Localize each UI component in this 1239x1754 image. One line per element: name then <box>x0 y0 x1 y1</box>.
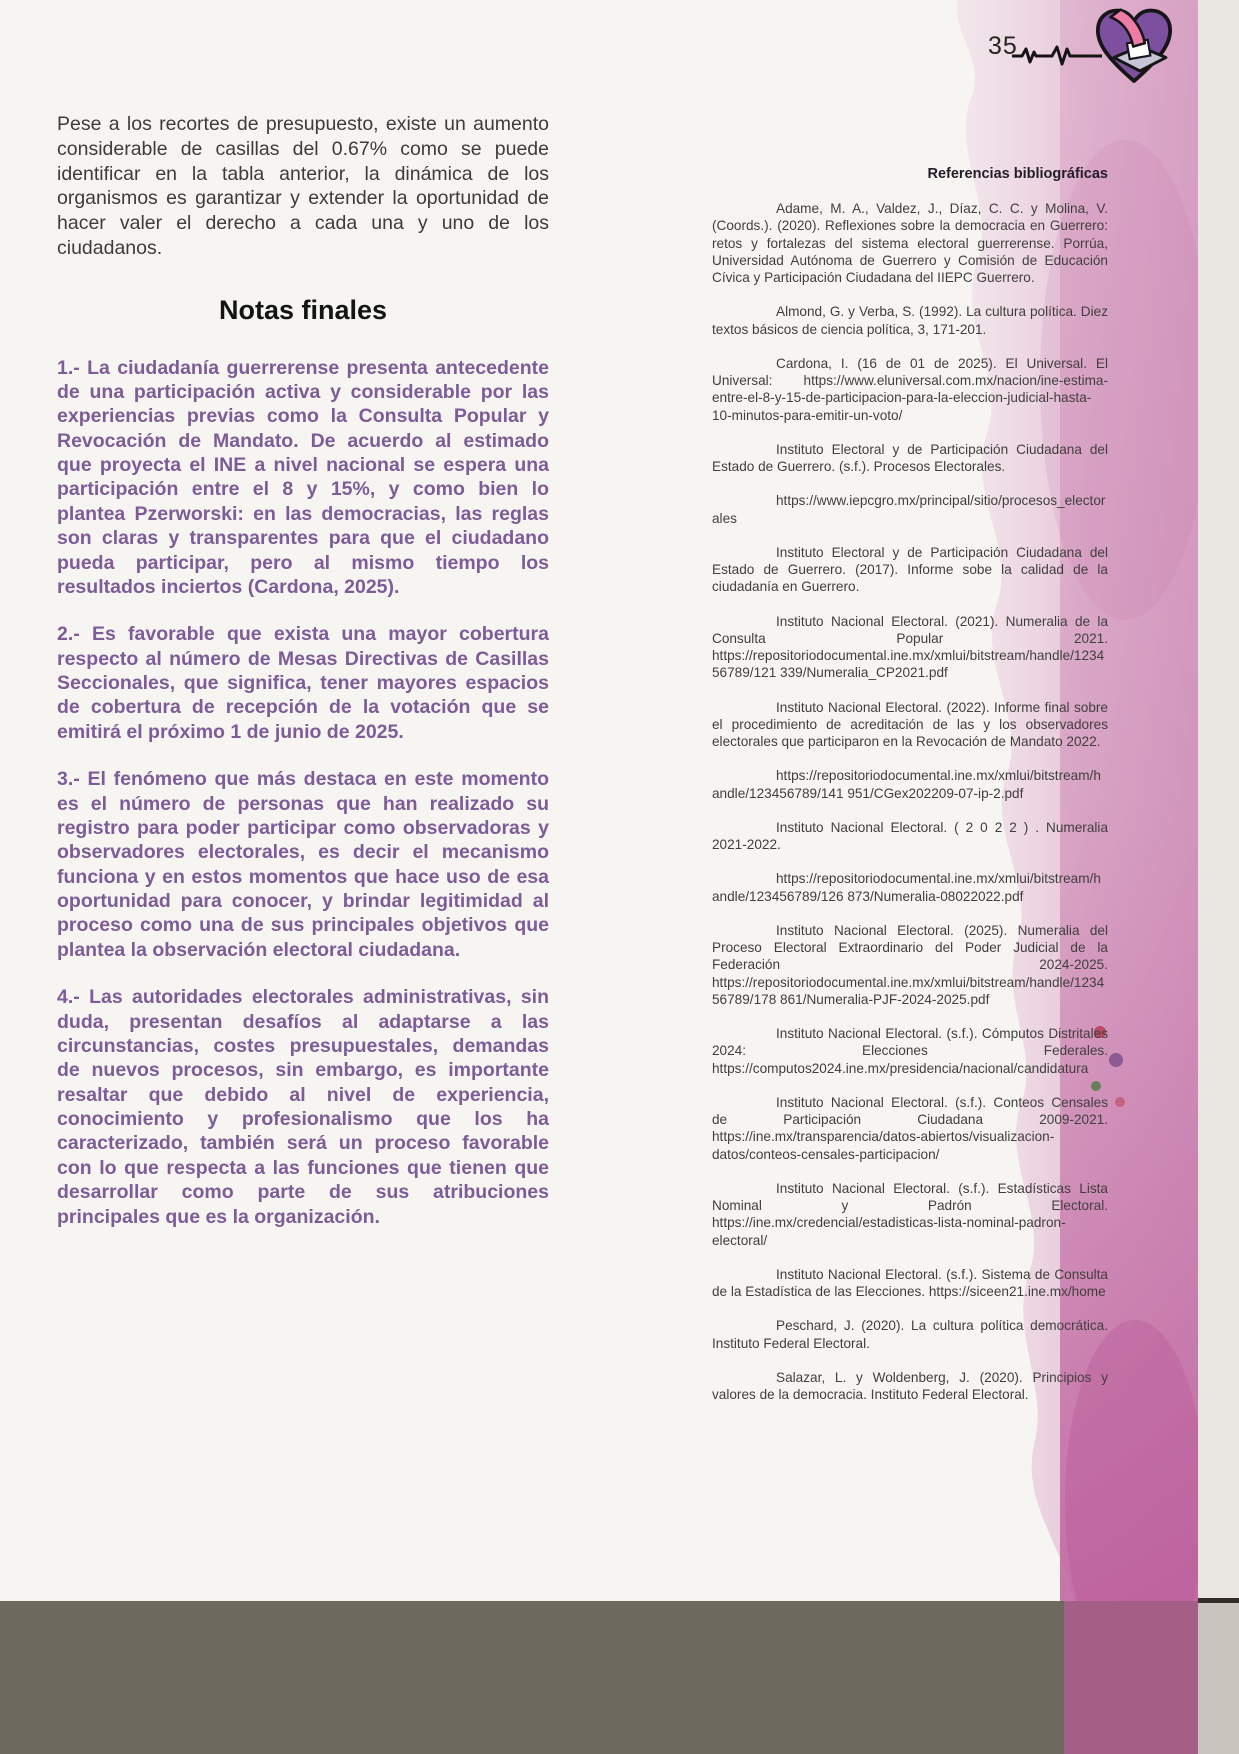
references-column <box>712 166 1108 1420</box>
heart-ballot-icon <box>1092 6 1176 88</box>
page-number: 35 <box>988 32 1018 60</box>
reference-item: Peschard, J. (2020). La cultura política democrática. Instituto Federal Electoral. <box>712 1318 1108 1351</box>
ekg-line-icon <box>1012 40 1102 66</box>
reference-item: Instituto Nacional Electoral. (s.f.). Sistema de Consulta de la Estadística de las Elecciones. https://siceen21.ine.mx/home <box>712 1266 1108 1299</box>
reference-item: Instituto Electoral y de Participación Ciudadana del Estado de Guerrero. (2017). Informe sobe la calidad de la ciudadanía en Guerrero. <box>712 544 1108 595</box>
reference-item: Almond, G. y Verba, S. (1992). La cultura política. Diez textos básicos de ciencia política, 3, 171-201. <box>712 304 1108 337</box>
reference-item: Salazar, L. y Woldenberg, J. (2020). Principios y valores de la democracia. Instituto Federal Electoral. <box>712 1369 1108 1402</box>
reference-item: Instituto Nacional Electoral. (2022). Informe final sobre el procedimiento de acreditación de las y los observadores electorales que participaron en la Revocación de Mandato 2022. <box>712 699 1108 749</box>
reference-item: Instituto Nacional Electoral. (2021). Numeralia de la Consulta Popular 2021. https://repositoriodocumental.ine.mx/xmlui/bitstream/handle/123456789/121 339/Numeralia_CP2021.pdf <box>712 613 1108 681</box>
reference-item: Instituto Nacional Electoral. (s.f.). Cómputos Distritales 2024: Elecciones Federales. https://computos2024.ine.mx/presidencia/nacional/candidatura <box>712 1026 1108 1076</box>
reference-item: Cardona, I. (16 de 01 de 2025). El Universal. El Universal: https://www.eluniversal.com.mx/nacion/ine-estima-entre-el-8-y-15-de-participacion-para-la-eleccion-judicial-hasta-10-minutos-para-emitir-un-voto/ <box>712 355 1108 423</box>
reference-item: Instituto Nacional Electoral. (s.f.). Estadísticas Lista Nominal y Padrón Electoral. https://ine.mx/credencial/estadisticas-lista-nominal-padron- electoral/ <box>712 1180 1108 1248</box>
bottom-band <box>0 1601 1198 1754</box>
reference-item: Instituto Nacional Electoral. ( 2 0 2 2 ) . Numeralia 2021-2022. <box>712 819 1108 852</box>
pink-bottom-overlay <box>1064 1601 1198 1754</box>
intro-paragraph: Pese a los recortes de presupuesto, existe un aumento considerable de casillas del 0.67% como se puede identificar en la tabla anterior, la dinámica de los organismos es garantizar y extender la oportunidad de hacer valer el derecho a cada una y uno de los ciudadanos. <box>57 113 549 259</box>
reference-item: Instituto Nacional Electoral. (s.f.). Conteos Censales de Participación Ciudadana 2009-2021. https://ine.mx/transparencia/datos-abiertos/visualizacion-datos/conteos-censales-participacion/ <box>712 1094 1108 1162</box>
right-edge-strip <box>1198 0 1239 1599</box>
note-paragraph-2: 2.- Es favorable que exista una mayor cobertura respecto al número de Mesas Directivas de Casillas Seccionales, que significa, tener mayores espacios de cobertura de recepción de la votación que se emitirá el próximo 1 de junio de 2025. <box>57 623 549 743</box>
note-paragraph-1: 1.- La ciudadanía guerrerense presenta antecedente de una participación activa y considerable por las experiencias previas como la Consulta Popular y Revocación de Mandato. De acuerdo al estimado que proyecta el INE a nivel nacional se espera una participación entre el 8 y 15%, y como bien lo plantea Pzerworski: en las democracias, las reglas son claras y transparentes para que el ciudadano pueda participar, pero al mismo tiempo los resultados inciertos (Cardona, 2025). <box>57 356 549 598</box>
note-paragraph-4: 4.- Las autoridades electorales administrativas, sin duda, presentan desafíos al adaptarse a las circunstancias, costes presupuestales, demandas de nuevos procesos, sin embargo, es importante resaltar que debido al nivel de experiencia, conocimiento y profesionalismo que los ha caracterizado, también será un proceso favorable con lo que respecta a las funciones que tienen que desarrollar como parte de sus atribuciones principales que es la organización. <box>57 986 549 1228</box>
left-column <box>57 112 549 1252</box>
reference-item: Instituto Electoral y de Participación Ciudadana del Estado de Guerrero. (s.f.). Procesos Electorales. <box>712 441 1108 474</box>
reference-item: Instituto Nacional Electoral. (2025). Numeralia del Proceso Electoral Extraordinario del Poder Judicial de la Federación 2024-2025. https://repositoriodocumental.ine.mx/xmlui/bitstream/handle/123456789/178 861/Numeralia-PJF-2024-2025.pdf <box>712 922 1108 1007</box>
reference-item: https://repositoriodocumental.ine.mx/xmlui/bitstream/handle/123456789/126 873/Numeralia-08022022.pdf <box>712 871 1101 904</box>
right-edge-strip-bottom <box>1198 1603 1239 1754</box>
reference-item: Adame, M. A., Valdez, J., Díaz, C. C. y Molina, V. (Coords.). (2020). Reflexiones sobre la democracia en Guerrero: retos y fortalezas del sistema electoral guerrerense. Porrúa, Universidad Autónoma de Guerrero y Comisión de Educación Cívica y Participación Ciudadana del IIEPC Guerrero. <box>712 201 1108 285</box>
reference-item: https://repositoriodocumental.ine.mx/xmlui/bitstream/handle/123456789/141 951/CGex202209-07-ip-2.pdf <box>712 768 1101 801</box>
notes-heading: Notas finales <box>218 294 388 325</box>
references-title: Referencias bibliográficas <box>927 166 1108 182</box>
note-paragraph-3: 3.- El fenómeno que más destaca en este momento es el número de personas que han realizado su registro para poder participar como observadoras y observadores electorales, es decir el mecanismo funciona y en estos momentos que hace uso de esa oportunidad para conocer, y brindar legitimidad al proceso como una de sus principales objetivos que plantea la observación electoral ciudadana. <box>57 768 549 961</box>
reference-item: https://www.iepcgro.mx/principal/sitio/procesos_electorales <box>712 493 1106 526</box>
strip-divider-line <box>1198 1598 1239 1603</box>
